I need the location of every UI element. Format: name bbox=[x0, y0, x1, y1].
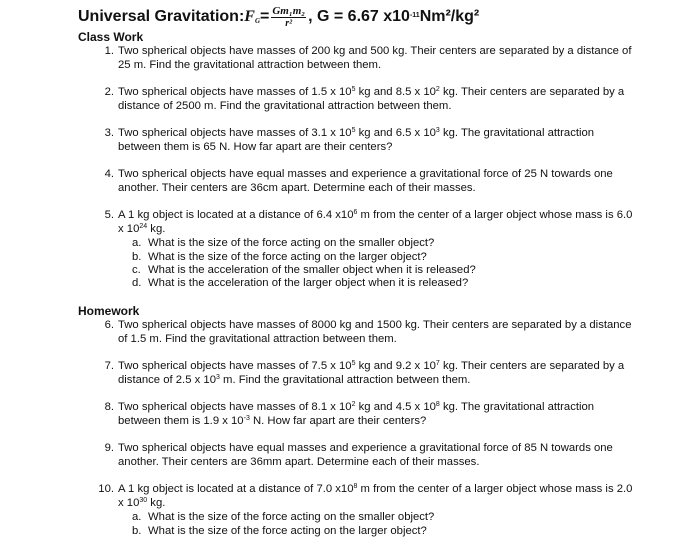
page-title bbox=[78, 4, 479, 30]
gravitational-constant: , G = 6.67 $x10^{-11}$ bbox=[308, 8, 420, 25]
classwork-heading: Class Work bbox=[78, 30, 144, 44]
formula-fraction bbox=[271, 5, 306, 29]
homework-heading: Homework bbox=[78, 304, 140, 318]
worksheet-page: Universal Gravitation: $F_G$ = $\frac{\text{Gm₁m₂}}{\text{r²}}$ , G = 6.67 $x10^{-11}$ Nm²/kg² Class Work 1. Two spherical objects have masses of 200 kg and 500 kg. Their centers are separated by a distance of 25 m. Find the gravitational attraction between them. 2. Two spherical objects have masses of 1.5 x $10^5$ kg and 8.5 x $10^2$ kg. Their centers are separated by a distance of 2500 m. Find the gravitational attraction between them. 3. Two spherical objects have masses of 3.1 x $10^5$ kg and 6.5 x $10^3$ kg. The gravitational attraction between them is 65 N. How far apart are their centers? 4. Two spherical objects have equal masses and experience a gravitational force of 25 N towards one another. Their centers are 36cm apart. Determine each of their masses. 5. A 1 kg object is located at a distance of 6.4 $x10^6$ m from the center of a larger object whose mass is 6.0 x $10^{24}$ kg. a. What is the size of the force acting on the smaller object? b. What is the size of the force acting on the larger object? c. What is the acceleration of the smaller object when it is released? d. What is the acceleration of the larger object when it is released? Homework 6. Two spherical objects have masses of 8000 kg and 1500 kg. Their centers are separated by a distance of 1.5 m. Find the gravitational attraction between them. 7. Two spherical objects have masses of 7.5 x $10^5$ kg and 9.2 x $10^7$ kg. Their centers are separated by a distance of 2.5 x $10^3$ m. Find the gravitational attraction between them. 8. Two spherical objects have masses of 8.1 x $10^2$ kg and 4.5 x $10^8$ kg. The gravitational attraction between them is 1.9 x $10^{-3}$ N. How far apart are their centers? 9. Two spherical objects have equal masses and experience a gravitational force of 85 N towards one another. Their centers are 36mm apart. Determine each of their masses. 10. A 1 kg object is located at a distance of 7.0 $x10^8$ m from the center of a larger object whose mass is 2.0 x $10^{30}$ kg. a. What is the size of the force acting on the smaller object? b. What is the size of the force acting on the larger object? bbox=[78, 5, 633, 537]
formula-denominator: r² bbox=[285, 18, 293, 29]
question-10a: a. What is the size of the force acting on the smaller object? bbox=[132, 511, 435, 523]
question-10b: b. What is the size of the force acting on the larger object? bbox=[132, 525, 427, 537]
question-5c: c. What is the acceleration of the smaller object when it is released? bbox=[132, 264, 476, 276]
question-5a: a. What is the size of the force acting on the smaller object? bbox=[132, 237, 435, 249]
title-label: Universal Gravitation: bbox=[78, 8, 245, 25]
formula-numerator: Gm₁m₂ bbox=[272, 5, 306, 17]
question-5b: b. What is the size of the force acting on the larger object? bbox=[132, 251, 427, 263]
formula-equals: = bbox=[260, 8, 270, 25]
question-5d: d. What is the acceleration of the larger object when it is released? bbox=[132, 277, 469, 289]
constant-units: Nm²/kg² bbox=[419, 8, 480, 25]
formula-lhs: $F_G$ bbox=[244, 8, 261, 25]
